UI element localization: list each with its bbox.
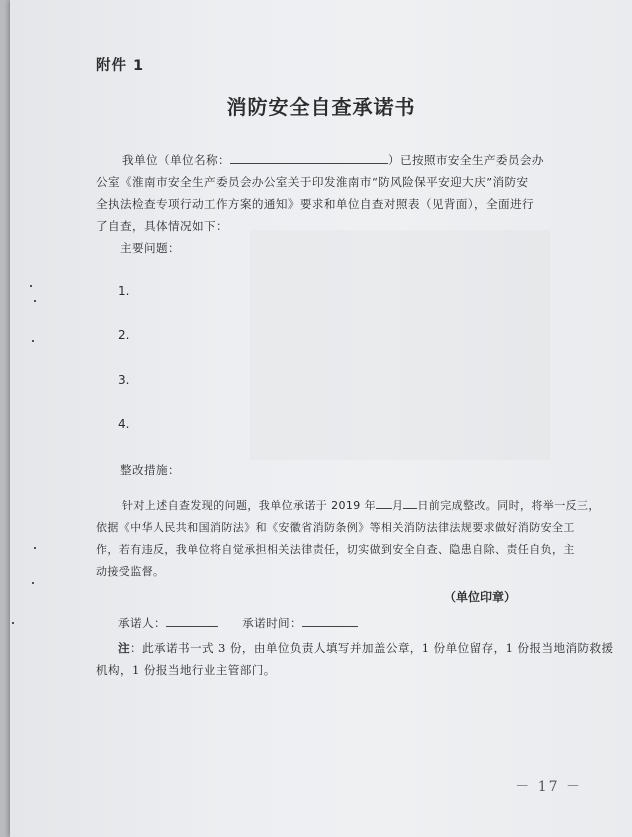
issue-number-1: 1. bbox=[118, 284, 130, 298]
note-line-2: 机构，1 份报当地行业主管部门。 bbox=[96, 663, 276, 677]
intro-line-2: 公室《淮南市安全生产委员会办公室关于印发淮南市“防风险保平安迎大庆”消防安 bbox=[96, 175, 529, 189]
note-line-1 bbox=[118, 640, 613, 656]
scan-speck bbox=[12, 622, 14, 624]
commitment-line-1 bbox=[122, 497, 600, 513]
signer-label: 承诺人： bbox=[118, 616, 166, 630]
issue-number-2: 2. bbox=[118, 328, 130, 342]
month-blank bbox=[376, 498, 392, 509]
scan-speck bbox=[32, 340, 34, 342]
unit-seal-label: （单位印章） bbox=[444, 590, 517, 604]
scan-speck bbox=[34, 547, 36, 549]
issues-heading: 主要问题： bbox=[120, 241, 180, 255]
time-label: 承诺时间： bbox=[242, 616, 303, 630]
commitment-line-1-start: 针对上述自查发现的问题，我单位承诺于 2019 年 bbox=[122, 499, 376, 512]
intro-line-1-start: 我单位（单位名称： bbox=[122, 153, 230, 167]
note-label: 注 bbox=[118, 641, 130, 655]
rectification-heading: 整改措施： bbox=[120, 463, 180, 477]
commitment-line-1-end: 日前完成整改。同时，将举一反三， bbox=[417, 499, 600, 512]
signer-blank bbox=[166, 616, 218, 627]
issue-number-4: 4. bbox=[118, 417, 130, 431]
intro-line-1-end: ）已按照市安全生产委员会办 bbox=[387, 153, 544, 167]
intro-line-4: 了自查，具体情况如下： bbox=[96, 219, 228, 233]
bleed-through-shadow bbox=[250, 230, 550, 460]
commitment-line-2: 依据《中华人民共和国消防法》和《安徽省消防条例》等相关消防法律法规要求做好消防安全工 bbox=[96, 521, 575, 534]
attachment-label: 附件 1 bbox=[96, 58, 145, 74]
scan-speck bbox=[30, 285, 32, 287]
intro-line-3: 全执法检查专项行动工作方案的通知》要求和单位自查对照表（见背面），全面进行 bbox=[96, 197, 534, 211]
page-title: 消防安全自查承诺书 bbox=[226, 95, 416, 119]
note-line-1-text: ：此承诺书一式 3 份，由单位负责人填写并加盖公章，1 份单位留存，1 份报当地消防救援 bbox=[130, 641, 614, 655]
document-page bbox=[10, 0, 632, 837]
day-blank bbox=[403, 498, 417, 509]
time-blank bbox=[302, 616, 358, 627]
issue-number-3: 3. bbox=[118, 373, 130, 387]
signature-line bbox=[118, 615, 358, 631]
unit-name-blank bbox=[230, 153, 388, 164]
month-label: 月 bbox=[392, 499, 404, 512]
page-number: － 17 － bbox=[515, 779, 582, 795]
commitment-line-4: 动接受监督。 bbox=[96, 565, 165, 578]
commitment-line-3: 作，若有违反，我单位将自觉承担相关法律责任，切实做到安全自查、隐患自除、责任自负，主 bbox=[96, 543, 575, 556]
scan-speck bbox=[34, 300, 36, 302]
intro-line-1 bbox=[122, 152, 544, 168]
scan-speck bbox=[32, 582, 34, 584]
